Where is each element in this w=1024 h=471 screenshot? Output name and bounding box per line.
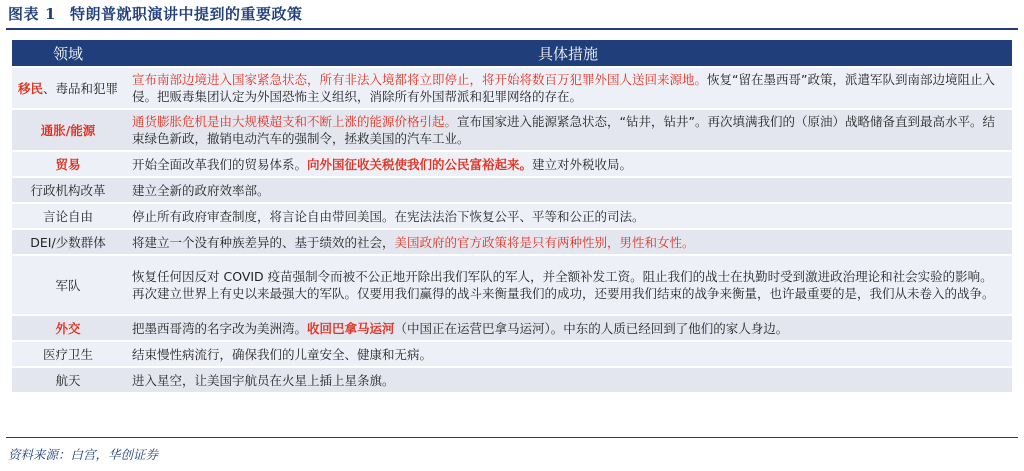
row-domain: 航天 <box>12 368 124 392</box>
table-row <box>12 152 1012 176</box>
table-row <box>12 178 1012 202</box>
table-row <box>12 342 1012 366</box>
row-measures <box>124 68 1012 108</box>
measure-highlight: 向外国征收关税使我们的公民富裕起来。 <box>307 156 533 172</box>
row-measures <box>124 230 1012 254</box>
bottom-rule <box>6 437 1018 438</box>
caption-prefix: 图表 <box>8 5 40 23</box>
domain-rest: 、毒品和犯罪 <box>43 80 119 96</box>
row-domain: 言论自由 <box>12 204 124 228</box>
table-row <box>12 230 1012 254</box>
row-domain: DEI/少数群体 <box>12 230 124 254</box>
measure-text-after: （中国正在运营巴拿马运河）。中东的人质已经回到了他们的家人身边。 <box>394 320 789 336</box>
measure-text: 恢复“留在墨西哥”政策，派遣军队到南部边境阻止入侵。把贩毒集团认定为外国恐怖主义组织，消除所有外国帮派和犯罪网络的存在。 <box>132 72 995 104</box>
row-domain <box>12 68 124 108</box>
table-row <box>12 368 1012 392</box>
row-measures: 停止所有政府审查制度，将言论自由带回美国。在宪法法治下恢复公平、平等和公正的司法。 <box>124 204 1012 228</box>
domain-highlight: 通胀/能源 <box>40 122 96 138</box>
figure-caption <box>8 3 302 24</box>
table-row <box>12 110 1012 150</box>
measure-highlight: 美国政府的官方政策将是只有两种性别，男性和女性。 <box>394 234 695 250</box>
header-measures: 具体措施 <box>124 40 1012 66</box>
table-row <box>12 68 1012 108</box>
measure-highlight: 宣布南部边境进入国家紧急状态，所有非法入境都将立即停止，将开始将数百万犯罪外国人送回来源地。 <box>132 72 708 87</box>
measure-text: 宣布国家进入能源紧急状态，“钻井，钻井”。再次填满我们的（原油）战略储备直到最高水平。结束绿色新政，撤销电动汽车的强制令，拯救美国的汽车工业。 <box>132 114 995 146</box>
measure-highlight: 通货膨胀危机是由大规模超支和不断上涨的能源价格引起。 <box>132 114 458 129</box>
table-row <box>12 204 1012 228</box>
table-header-row <box>12 40 1012 66</box>
domain-highlight: 外交 <box>55 320 81 336</box>
measure-text-after: 建立对外税收局。 <box>532 156 633 172</box>
row-domain <box>12 152 124 176</box>
policy-table <box>12 38 1012 394</box>
measure-text: 将建立一个没有种族差异的、基于绩效的社会， <box>132 234 395 250</box>
row-domain: 行政机构改革 <box>12 178 124 202</box>
row-domain <box>12 316 124 340</box>
row-domain <box>12 110 124 150</box>
domain-highlight: 贸易 <box>55 156 81 172</box>
measure-highlight: 收回巴拿马运河 <box>307 320 395 336</box>
row-measures <box>124 110 1012 150</box>
measure-text: 开始全面改革我们的贸易体系。 <box>132 156 308 172</box>
measure-text: 把墨西哥湾的名字改为美洲湾。 <box>132 320 308 336</box>
row-domain: 医疗卫生 <box>12 342 124 366</box>
row-domain: 军队 <box>12 256 124 314</box>
top-rule <box>6 28 1018 30</box>
source-note: 资料来源：白宫，华创证券 <box>8 447 159 462</box>
table-row <box>12 256 1012 314</box>
caption-number: 1 <box>45 5 56 23</box>
header-domain: 领域 <box>12 40 124 66</box>
row-measures: 结束慢性病流行，确保我们的儿童安全、健康和无病。 <box>124 342 1012 366</box>
row-measures <box>124 316 1012 340</box>
row-measures <box>124 152 1012 176</box>
caption-title: 特朗普就职演讲中提到的重要政策 <box>69 5 303 23</box>
row-measures: 恢复任何因反对 COVID 疫苗强制令而被不公正地开除出我们军队的军人，并全额补发工资。阻止我们的战士在执勤时受到激进政治理论和社会实验的影响。再次建立世界上有史以来最强大的军队。仅要用我们赢得的战斗来衡量我们的成功，还要用我们结束的战争来衡量，也许最重要的是，我们从未卷入的战争。 <box>124 256 1012 314</box>
domain-highlight: 移民 <box>17 80 43 96</box>
table-row <box>12 316 1012 340</box>
row-measures: 建立全新的政府效率部。 <box>124 178 1012 202</box>
row-measures: 进入星空，让美国宇航员在火星上插上星条旗。 <box>124 368 1012 392</box>
